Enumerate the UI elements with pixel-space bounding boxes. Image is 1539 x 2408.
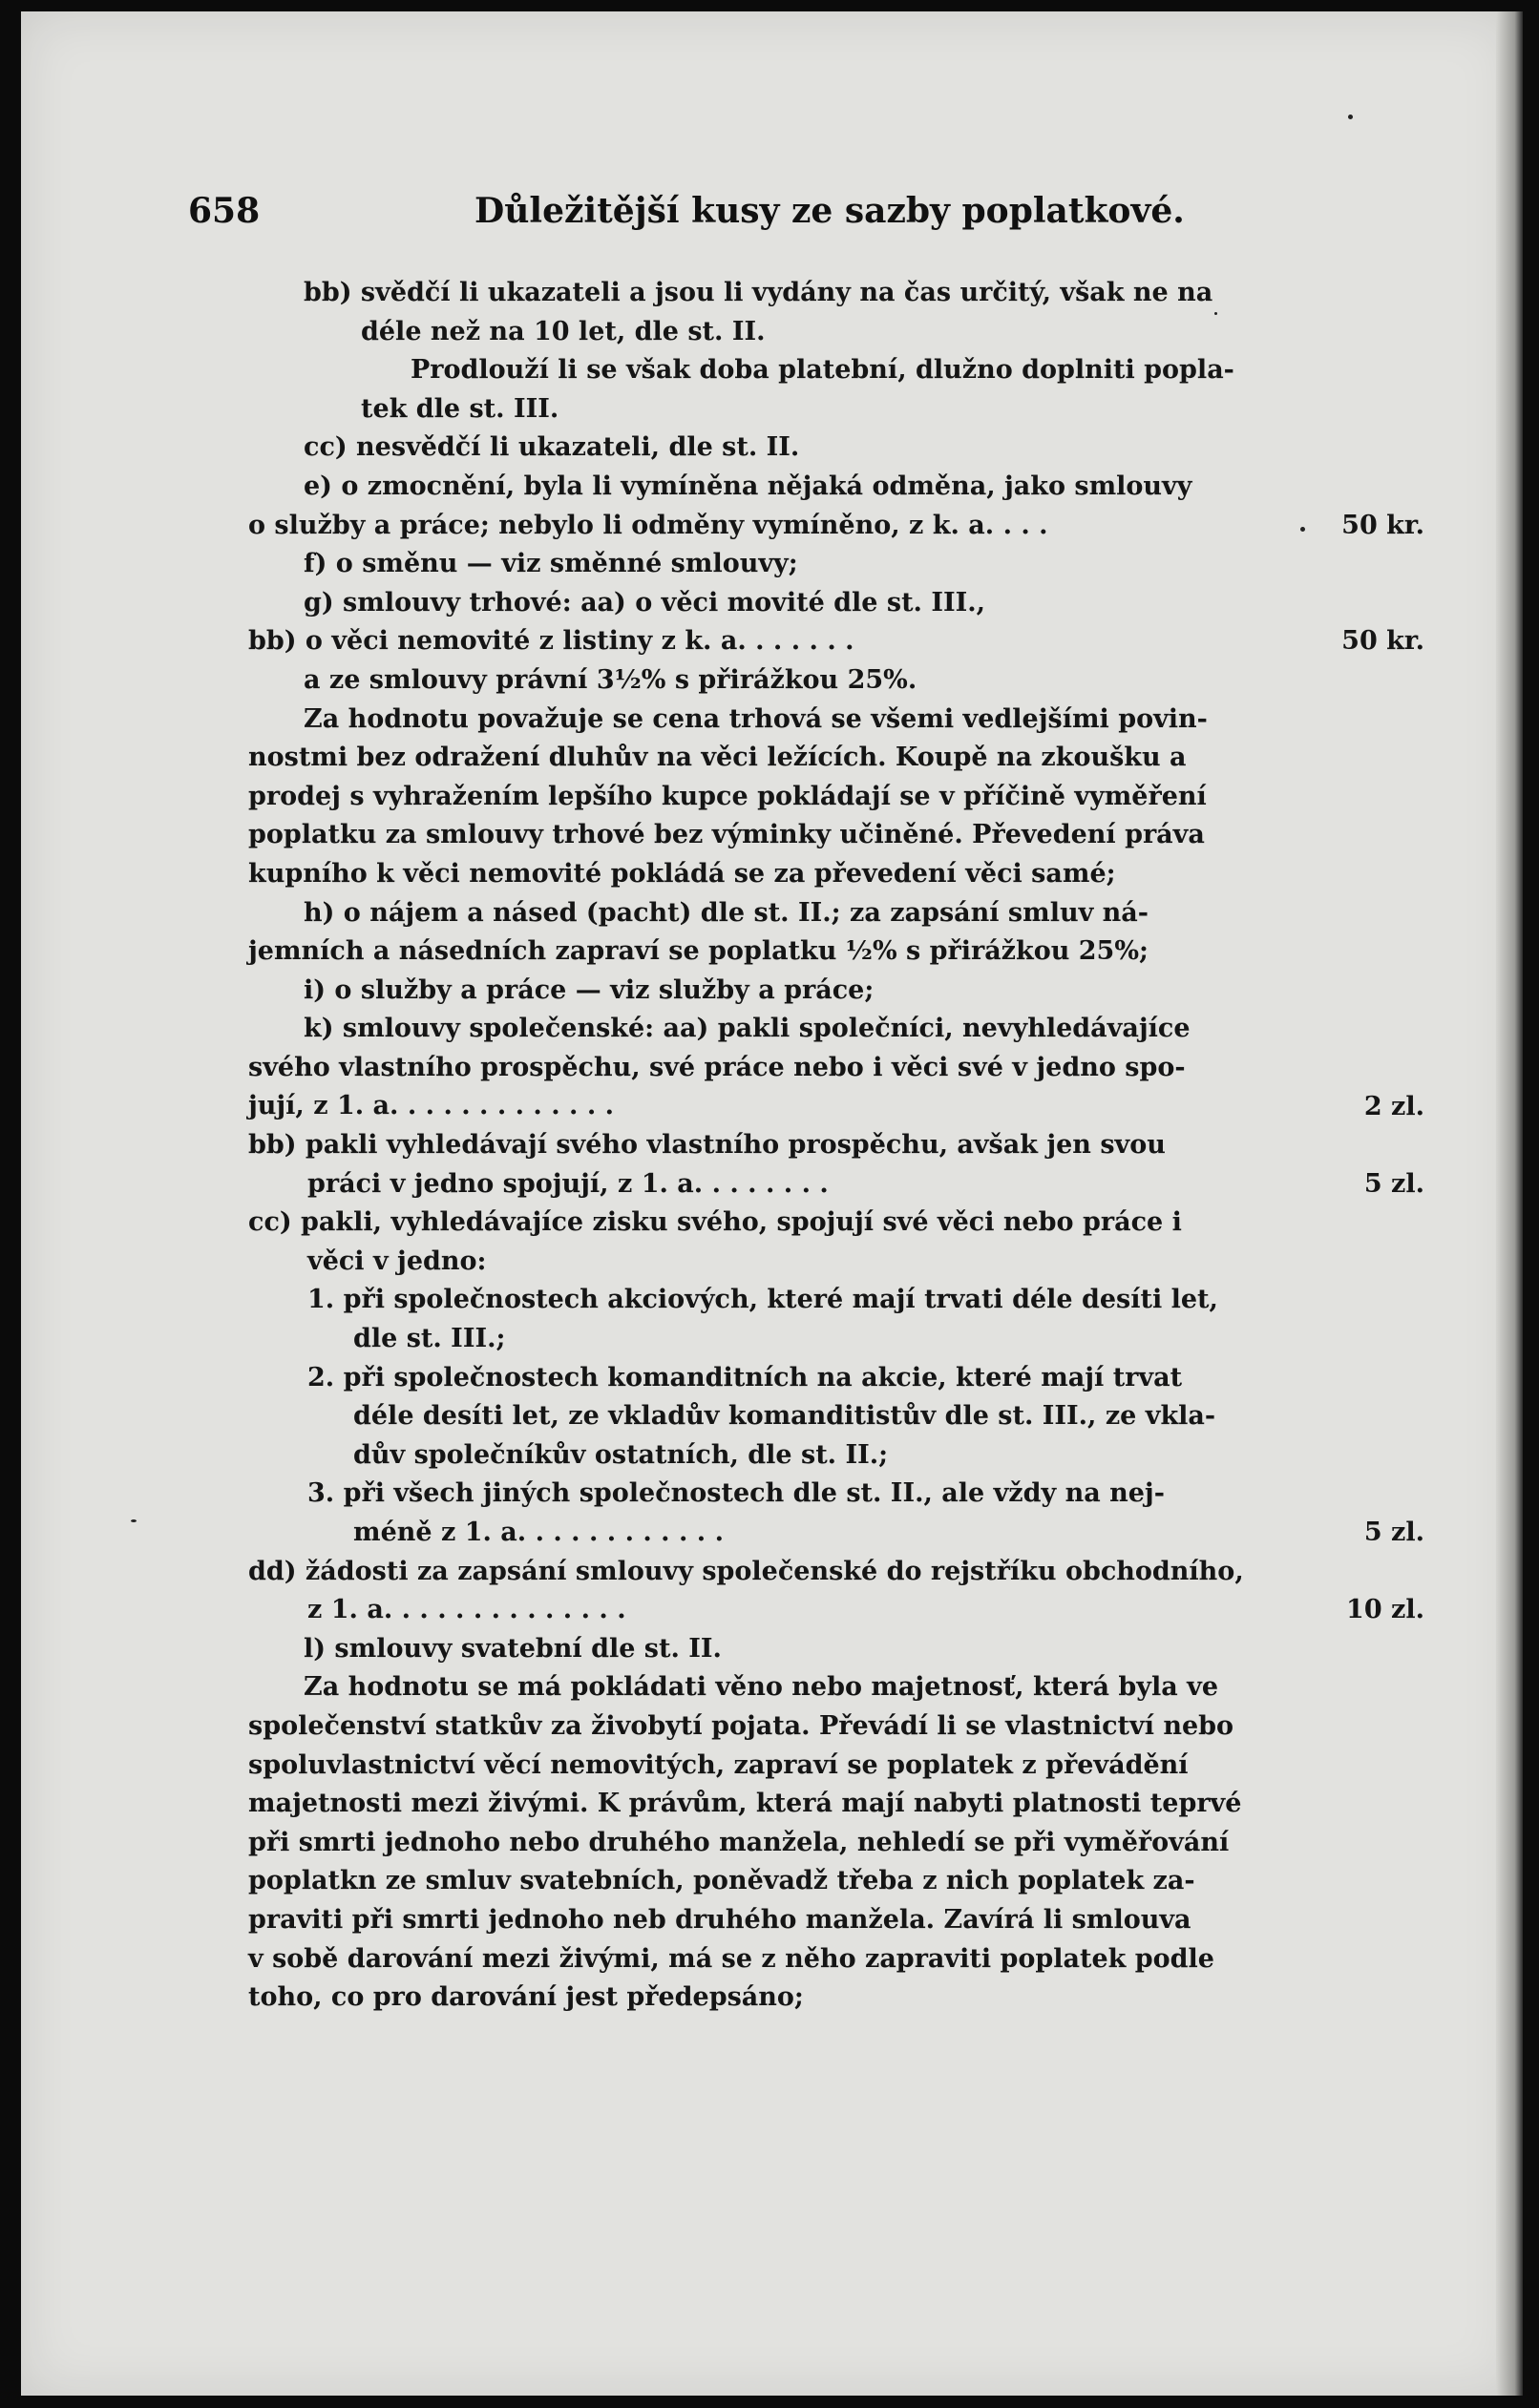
text-line — [248, 429, 1265, 468]
line-text: h) o nájem a násed (pacht) dle st. II.; za zapsání smluv ná- — [304, 897, 1149, 928]
line-text: dle st. III.; — [353, 1324, 506, 1354]
line-text: f) o směnu — viz směnné smlouvy; — [304, 549, 798, 579]
line-text: poplatku za smlouvy trhové bez výminky učiněné. Převedení práva — [248, 820, 1205, 850]
text-line — [248, 1668, 1265, 1707]
text-line — [248, 1359, 1265, 1398]
line-text: g) smlouvy trhové: aa) o věci movité dle st. III., — [304, 587, 986, 618]
line-text: spoluvlastnictví věcí nemovitých, zapraví se poplatek z převádění — [248, 1749, 1189, 1780]
fee-amount: 5 zl. — [1363, 1168, 1424, 1199]
text-line — [248, 932, 1265, 972]
text-line — [248, 855, 1265, 894]
line-text: cc) pakli, vyhledávajíce zisku svého, spojují své věci nebo práce i — [248, 1207, 1182, 1238]
line-text: cc) nesvědčí li ukazateli, dle st. II. — [304, 432, 800, 463]
page-number: 658 — [188, 191, 261, 231]
line-text: v sobě darování mezi živými, má se z něho zapraviti poplatek podle — [248, 1943, 1214, 1974]
line-text: nostmi bez odražení dluhův na věci ležících. Koupě na zkoušku a — [248, 743, 1187, 773]
line-text: Za hodnotu se má pokládati věno nebo majetnosť, která byla ve — [304, 1672, 1219, 1703]
line-text: při smrti jednoho nebo druhého manžela, nehledí se při vyměřování — [248, 1827, 1230, 1857]
specks — [131, 1519, 137, 1522]
text-line — [248, 584, 1265, 623]
text-line — [248, 507, 1265, 546]
text-line — [248, 390, 1265, 429]
text-line — [248, 1126, 1265, 1165]
line-text: společenství statkův za živobytí pojata. Převádí li se vlastnictví nebo — [248, 1710, 1234, 1741]
line-text: 3. při všech jiných společnostech dle st. II., ale vždy na nej- — [307, 1478, 1165, 1509]
line-text: bb) pakli vyhledávají svého vlastního prospěchu, avšak jen svou — [248, 1130, 1166, 1161]
line-text: toho, co pro darování jest předepsáno; — [248, 1982, 804, 2013]
text-line — [248, 701, 1265, 740]
page-title: Důležitější kusy ze sazby poplatkové. — [474, 191, 1185, 231]
line-text: prodej s vyhražením lepšího kupce pokládají se v příčině vyměření — [248, 781, 1207, 811]
line-text: 1. při společnostech akciových, které mají trvati déle desíti let, — [307, 1285, 1218, 1315]
line-text: tek dle st. III. — [361, 393, 559, 424]
running-header — [21, 185, 1516, 242]
line-text: i) o služby a práce — viz služby a práce; — [304, 974, 875, 1005]
text-line — [248, 1591, 1265, 1630]
text-line — [248, 778, 1265, 817]
text-line — [248, 351, 1265, 390]
text-line — [248, 1747, 1265, 1786]
line-text: praviti při smrti jednoho neb druhého manžela. Zavírá li smlouva — [248, 1904, 1191, 1935]
text-line — [248, 1475, 1265, 1514]
page-gutter — [1496, 11, 1523, 2396]
text-line — [248, 1785, 1265, 1824]
line-text: jují, z 1. a. . . . . . . . . . . . . — [248, 1091, 615, 1121]
line-text: méně z 1. a. . . . . . . . . . . . — [353, 1518, 724, 1547]
fee-amount: 50 kr. — [1341, 626, 1424, 657]
line-text: dd) žádosti za zapsání smlouvy společenské do rejstříku obchodního, — [248, 1556, 1244, 1586]
text-line — [248, 1165, 1265, 1204]
text-line — [248, 1553, 1265, 1592]
text-line — [248, 545, 1265, 584]
fee-amount: 5 zl. — [1363, 1518, 1424, 1548]
text-line — [248, 1281, 1265, 1320]
text-line — [248, 1862, 1265, 1901]
text-line — [248, 972, 1265, 1011]
text-line — [248, 1049, 1265, 1088]
line-text: majetnosti mezi živými. K právům, která mají nabyti platnosti teprvé — [248, 1789, 1242, 1819]
line-text: 2. při společnostech komanditních na akcie, které mají trvat — [307, 1362, 1183, 1392]
text-line — [248, 1707, 1265, 1747]
line-text: dův společníkův ostatních, dle st. II.; — [353, 1439, 889, 1470]
line-text: Prodlouží li se však doba platební, dlužno doplniti popla- — [411, 355, 1234, 386]
text-line — [248, 1979, 1265, 2018]
text-line — [248, 1204, 1265, 1243]
book-page — [21, 11, 1516, 2396]
specks — [1348, 115, 1353, 119]
specks — [1214, 312, 1217, 315]
fee-amount: 10 zl. — [1346, 1595, 1424, 1625]
line-text: déle než na 10 let, dle st. II. — [361, 316, 766, 346]
text-line — [248, 274, 1265, 313]
line-text: poplatkn ze smluv svatebních, poněvadž třeba z nich poplatek za- — [248, 1866, 1195, 1896]
text-line — [248, 1087, 1265, 1126]
line-text: kupního k věci nemovité pokládá se za převedení věci samé; — [248, 858, 1116, 889]
line-text: déle desíti let, ze vkladův komanditistův dle st. III., ze vkla- — [353, 1401, 1216, 1432]
line-text: o služby a práce; nebylo li odměny vymíněno, z k. a. . . . — [248, 510, 1048, 540]
line-text: a ze smlouvy právní 3½% s přirážkou 25%. — [304, 664, 917, 695]
text-line — [248, 1630, 1265, 1669]
line-text: věci v jedno: — [307, 1246, 487, 1276]
text-line — [248, 313, 1265, 352]
line-text: Za hodnotu považuje se cena trhová se všemi vedlejšími povin- — [304, 703, 1208, 734]
line-text: práci v jedno spojují, z 1. a. . . . . . . . — [307, 1168, 829, 1199]
text-line — [248, 1940, 1265, 1979]
text-line — [248, 816, 1265, 855]
fee-amount: 50 kr. — [1341, 510, 1424, 540]
text-line — [248, 468, 1265, 507]
line-text: k) smlouvy společenské: aa) pakli společníci, nevyhledávajíce — [304, 1014, 1191, 1044]
text-line — [248, 1514, 1265, 1553]
line-text: e) o zmocnění, byla li vymíněna nějaká odměna, jako smlouvy — [304, 471, 1192, 501]
text-line — [248, 661, 1265, 701]
text-line — [248, 739, 1265, 778]
text-line — [248, 1320, 1265, 1359]
line-text: z 1. a. . . . . . . . . . . . . . — [307, 1595, 626, 1625]
fee-amount: 2 zl. — [1363, 1091, 1424, 1121]
line-text: bb) svědčí li ukazateli a jsou li vydány na čas určitý, však ne na — [304, 278, 1213, 307]
text-line — [248, 894, 1265, 933]
text-line — [248, 1243, 1265, 1282]
text-line — [248, 1397, 1265, 1436]
text-line — [248, 1901, 1265, 1940]
text-line — [248, 622, 1265, 661]
text-line — [248, 1010, 1265, 1049]
line-text: l) smlouvy svatební dle st. II. — [304, 1633, 722, 1664]
line-text: bb) o věci nemovité z listiny z k. a. . . . . . . — [248, 626, 854, 657]
line-text: svého vlastního prospěchu, své práce nebo i věci své v jedno spo- — [248, 1052, 1186, 1082]
text-line — [248, 1436, 1265, 1476]
text-line — [248, 1824, 1265, 1863]
specks — [1300, 527, 1305, 532]
line-text: jemních a násedních zapraví se poplatku ½% s přirážkou 25%; — [248, 936, 1149, 967]
text-body — [248, 274, 1265, 2018]
